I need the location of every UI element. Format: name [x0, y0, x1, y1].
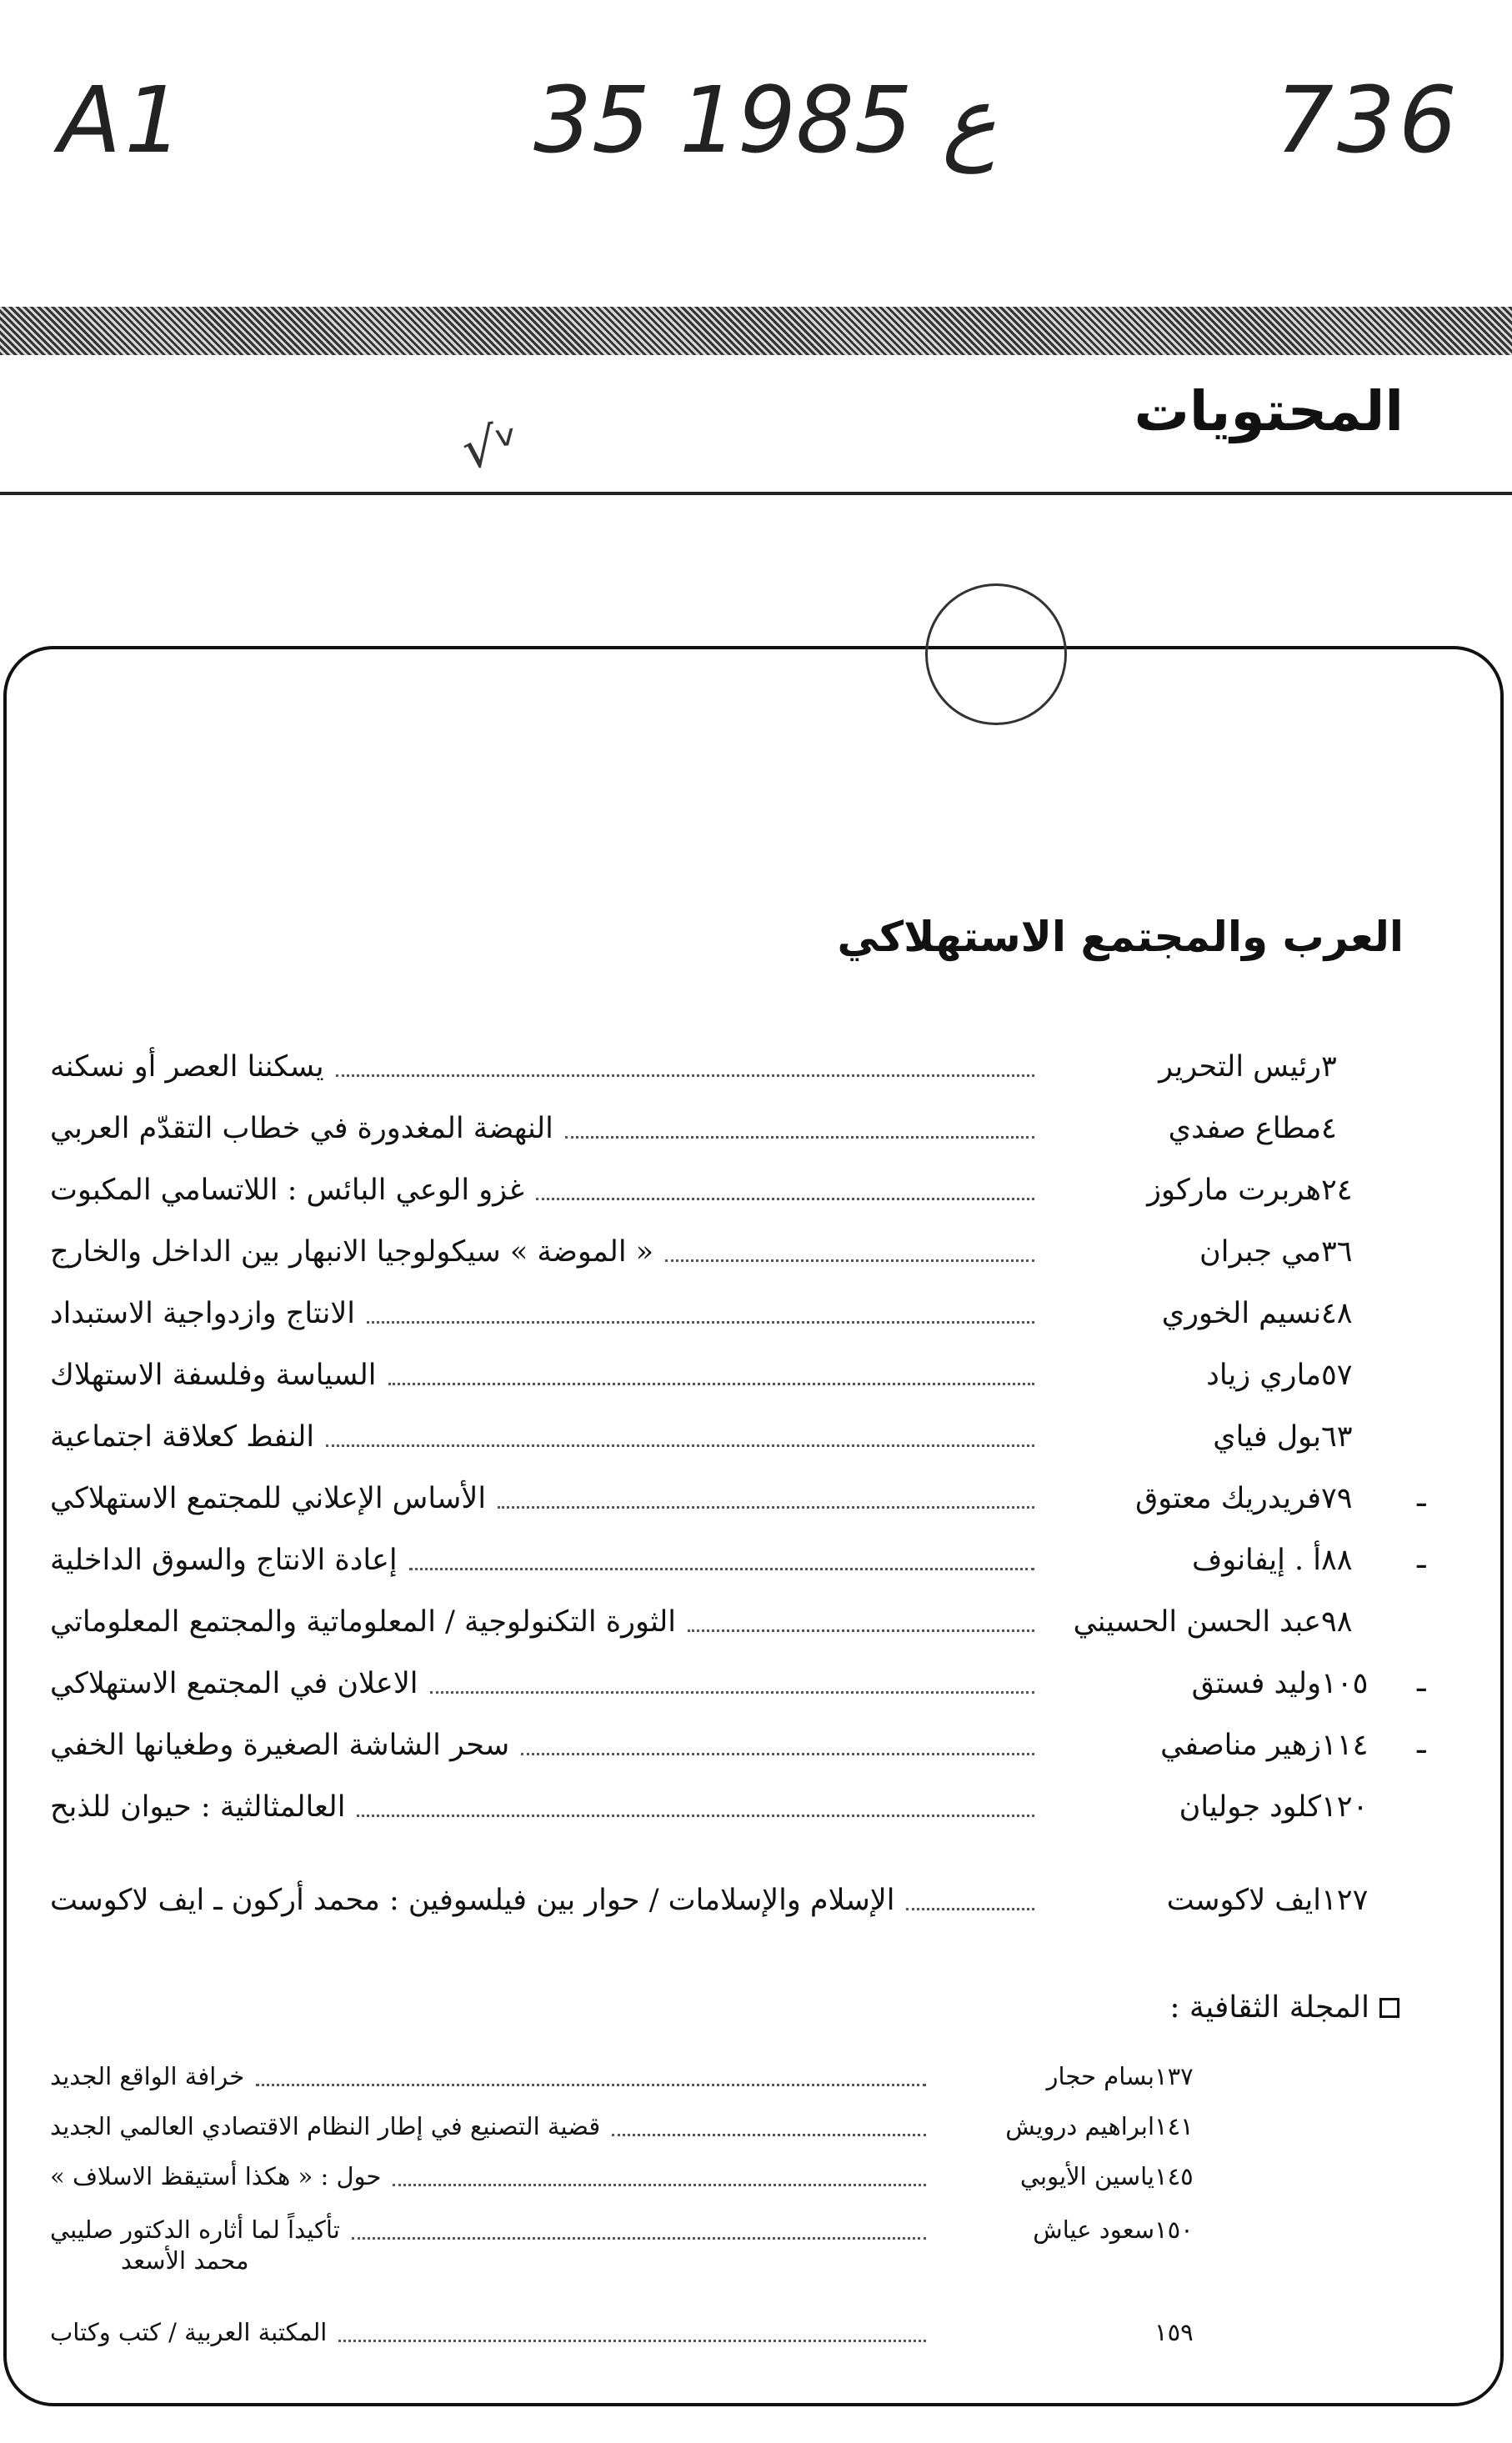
dot-leader [430, 1691, 1035, 1694]
toc-title: الانتاج وازدواجية الاستبداد [50, 1297, 356, 1330]
cultural-section-title: المجلة الثقافية : [1169, 1990, 1369, 2025]
toc-row [50, 2313, 1225, 2351]
toc-author: عبد الحسن الحسيني [1073, 1605, 1321, 1639]
toc-row [50, 1877, 1400, 1924]
pen-mark: √ᵛ [458, 413, 523, 483]
dot-leader [367, 1321, 1034, 1324]
toc-title: سحر الشاشة الصغيرة وطغيانها الخفي [50, 1729, 510, 1762]
toc-page: ٥٧ [1321, 1359, 1353, 1392]
toc-page: ٣٦ [1321, 1235, 1353, 1269]
dot-leader [665, 1259, 1034, 1262]
toc-row [50, 2157, 1225, 2195]
toc-page: ١٤١ [1154, 2112, 1194, 2140]
dot-leader [357, 1815, 1034, 1817]
margin-mark: ـ [1417, 1479, 1426, 1514]
toc-row [50, 1784, 1400, 1830]
toc-page: ٦٣ [1321, 1420, 1353, 1454]
toc-row [50, 1167, 1400, 1214]
toc-author: وليد فستق [1191, 1667, 1321, 1700]
checkbox-icon [1379, 1998, 1399, 2018]
toc-row [50, 1229, 1400, 1275]
toc-title: الاعلان في المجتمع الاستهلاكي [50, 1667, 418, 1700]
toc-page: ١٤٥ [1154, 2162, 1194, 2190]
section-heading: العرب والمجتمع الاستهلاكي [837, 913, 1404, 961]
toc-title: إعادة الانتاج والسوق الداخلية [50, 1544, 398, 1577]
toc-title: النفط كعلاقة اجتماعية [50, 1420, 315, 1454]
toc-title: الثورة التكنولوجية / المعلوماتية والمجتمع المعلوماتي [50, 1605, 677, 1639]
dot-leader [326, 1444, 1034, 1447]
dot-leader [521, 1753, 1034, 1755]
toc-author: بسام حجار [1046, 2062, 1154, 2090]
toc-author: مطاع صفدي [1168, 1112, 1321, 1145]
toc-page: ٧٩ [1321, 1482, 1353, 1515]
toc-extra-author: محمد الأسعد [121, 2246, 249, 2275]
toc-author: هربرت ماركوز [1147, 1174, 1321, 1207]
toc-page: ١٢٧ [1321, 1884, 1369, 1917]
toc-author: رئيس التحرير [1159, 1050, 1321, 1084]
toc-author: بول فياي [1213, 1420, 1321, 1454]
toc-row [50, 1722, 1400, 1769]
toc-title: « الموضة » سيكولوجيا الانبهار بين الداخل والخارج [50, 1235, 654, 1269]
toc-author: فريدريك معتوق [1135, 1482, 1321, 1515]
toc-row [50, 1290, 1400, 1337]
toc-title: قضية التصنيع في إطار النظام الاقتصادي العالمي الجديد [50, 2112, 601, 2140]
toc-author: نسيم الخوري [1161, 1297, 1321, 1330]
toc-author: سعود عياش [1033, 2215, 1154, 2244]
toc-page: ٣ [1321, 1050, 1337, 1084]
margin-mark: ـ [1417, 1726, 1426, 1760]
toc-row [50, 1475, 1400, 1522]
dot-leader [565, 1136, 1034, 1139]
toc-author: مي جبران [1199, 1235, 1321, 1269]
toc-title: غزو الوعي البائس : اللاتسامي المكبوت [50, 1174, 524, 1207]
toc-author: ابراهيم درويش [1005, 2112, 1154, 2140]
toc-author: كلود جوليان [1179, 1790, 1321, 1824]
toc-row [50, 1537, 1400, 1584]
handwritten-label-right: 736 [1275, 67, 1460, 173]
toc-author: زهير مناصفي [1160, 1729, 1321, 1762]
toc-title: خرافة الواقع الجديد [50, 2062, 245, 2090]
toc-page: ٤ [1321, 1112, 1337, 1145]
dot-leader [688, 1630, 1034, 1632]
page-title: المحتويات [1134, 379, 1404, 443]
toc-title: يسكننا العصر أو نسكنه [50, 1050, 324, 1084]
toc-row [50, 1044, 1400, 1090]
toc-page: ١٠٥ [1321, 1667, 1369, 1700]
dot-leader [536, 1198, 1034, 1200]
margin-mark: ـ [1417, 1541, 1426, 1575]
toc-row [50, 1105, 1400, 1152]
toc-row [50, 2107, 1225, 2145]
toc-title: النهضة المغدورة في خطاب التقدّم العربي [50, 1112, 553, 1145]
toc-row [50, 1352, 1400, 1399]
toc-title: تأكيداً لما أثاره الدكتور صليبي [50, 2215, 340, 2244]
toc-author: ماري زياد [1206, 1359, 1321, 1392]
dot-leader [338, 2340, 926, 2342]
dot-leader [352, 2237, 926, 2240]
title-divider [0, 492, 1512, 495]
hatched-header-band [0, 307, 1512, 355]
dot-leader [393, 2184, 926, 2186]
toc-page: ٨٨ [1321, 1544, 1353, 1577]
toc-row [50, 1660, 1400, 1707]
toc-author: ايف لاكوست [1166, 1884, 1321, 1917]
dot-leader [336, 1074, 1034, 1077]
toc-page: ١١٤ [1321, 1729, 1369, 1762]
toc-page: ٤٨ [1321, 1297, 1353, 1330]
toc-page: ١٣٧ [1154, 2062, 1194, 2090]
toc-page: ٢٤ [1321, 1174, 1353, 1207]
toc-page: ١٥٠ [1154, 2215, 1194, 2244]
toc-page: ١٥٩ [1154, 2318, 1194, 2346]
dot-leader [612, 2134, 926, 2136]
margin-mark: ـ [1417, 1665, 1426, 1699]
toc-author: ياسين الأيوبي [1019, 2162, 1154, 2190]
stamp-mark [925, 583, 1067, 725]
toc-page: ١٢٠ [1321, 1790, 1369, 1824]
toc-title: الإسلام والإسلامات / حوار بين فيلسوفين : محمد أركون ـ ايف لاكوست [50, 1884, 895, 1917]
dot-leader [256, 2084, 926, 2086]
toc-author: أ . إيفانوف [1191, 1544, 1321, 1577]
cultural-section-header [1169, 1990, 1399, 2025]
toc-title: السياسة وفلسفة الاستهلاك [50, 1359, 377, 1392]
toc-title: حول : « هكذا أستيقظ الاسلاف » [50, 2162, 382, 2190]
toc-title: المكتبة العربية / كتب وكتاب [50, 2318, 328, 2346]
dot-leader [409, 1568, 1034, 1570]
toc-row [50, 1414, 1400, 1460]
dot-leader [388, 1383, 1034, 1385]
handwritten-label-center: 35 ع 1985 [533, 67, 997, 173]
toc-row [50, 1599, 1400, 1645]
handwritten-label-left: A1 [58, 67, 187, 173]
dot-leader [906, 1908, 1034, 1910]
toc-row [50, 2057, 1225, 2095]
toc-page: ٩٨ [1321, 1605, 1353, 1639]
toc-title: العالمثالثية : حيوان للذبح [50, 1790, 346, 1824]
dot-leader [498, 1506, 1034, 1509]
toc-row [50, 2210, 1225, 2249]
toc-title: الأساس الإعلاني للمجتمع الاستهلاكي [50, 1482, 487, 1515]
